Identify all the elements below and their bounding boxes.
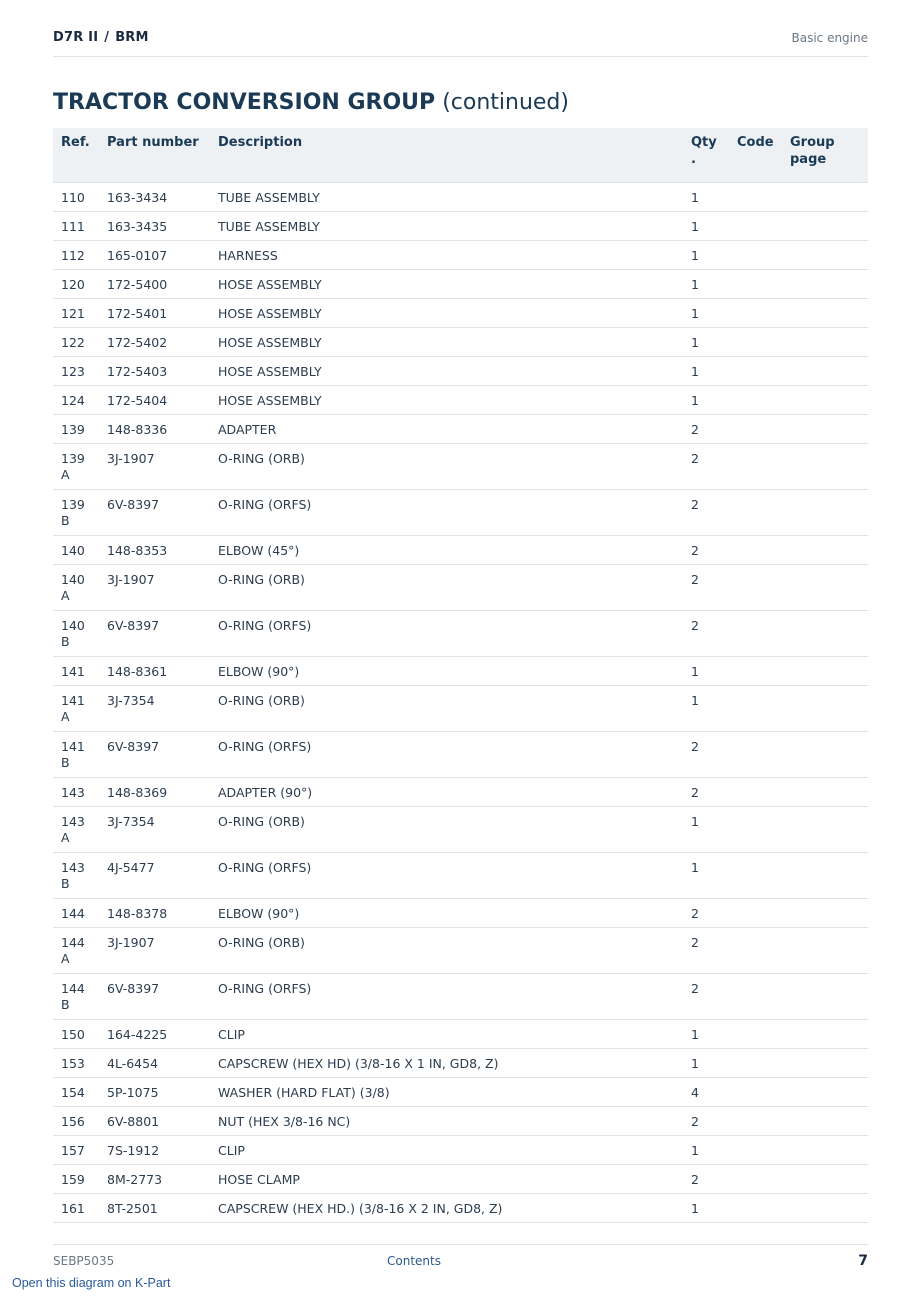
code-cell — [729, 1194, 782, 1223]
qty-cell: 1 — [683, 686, 729, 732]
qty-cell: 2 — [683, 415, 729, 444]
table-row — [53, 899, 868, 928]
column-header-group-page: Group page — [782, 128, 868, 183]
ref-cell: 139 A — [53, 444, 99, 490]
description-cell: TUBE ASSEMBLY — [210, 212, 683, 241]
table-row — [53, 536, 868, 565]
part-number-cell: 3J-7354 — [99, 686, 210, 732]
table-row — [53, 657, 868, 686]
part-number-cell: 3J-1907 — [99, 928, 210, 974]
group-page-cell — [782, 386, 868, 415]
ref-cell: 124 — [53, 386, 99, 415]
contents-link[interactable]: Contents — [387, 1254, 441, 1268]
qty-cell: 1 — [683, 328, 729, 357]
table-row — [53, 444, 868, 490]
description-cell: O-RING (ORB) — [210, 686, 683, 732]
ref-cell: 112 — [53, 241, 99, 270]
qty-cell: 2 — [683, 536, 729, 565]
description-cell: WASHER (HARD FLAT) (3/8) — [210, 1078, 683, 1107]
qty-cell: 1 — [683, 807, 729, 853]
parts-table-body — [53, 183, 868, 1223]
group-page-cell — [782, 183, 868, 212]
code-cell — [729, 444, 782, 490]
ref-cell: 154 — [53, 1078, 99, 1107]
description-cell: CLIP — [210, 1020, 683, 1049]
group-page-cell — [782, 1078, 868, 1107]
description-cell: HOSE ASSEMBLY — [210, 386, 683, 415]
code-cell — [729, 357, 782, 386]
table-row — [53, 212, 868, 241]
part-number-cell: 6V-8397 — [99, 974, 210, 1020]
table-row — [53, 1020, 868, 1049]
ref-cell: 110 — [53, 183, 99, 212]
code-cell — [729, 928, 782, 974]
ref-cell: 141 A — [53, 686, 99, 732]
part-number-cell: 6V-8801 — [99, 1107, 210, 1136]
table-row — [53, 415, 868, 444]
qty-cell: 2 — [683, 899, 729, 928]
table-row — [53, 1136, 868, 1165]
page-header — [53, 28, 868, 57]
code-cell — [729, 1049, 782, 1078]
description-cell: O-RING (ORFS) — [210, 853, 683, 899]
group-page-cell — [782, 270, 868, 299]
group-page-cell — [782, 657, 868, 686]
title-suffix: (continued) — [442, 90, 569, 115]
part-number-cell: 8T-2501 — [99, 1194, 210, 1223]
qty-cell: 2 — [683, 928, 729, 974]
code-cell — [729, 807, 782, 853]
group-page-cell — [782, 565, 868, 611]
qty-cell: 1 — [683, 299, 729, 328]
qty-cell: 2 — [683, 1165, 729, 1194]
description-cell: O-RING (ORFS) — [210, 611, 683, 657]
ref-cell: 143 — [53, 778, 99, 807]
part-number-cell: 7S-1912 — [99, 1136, 210, 1165]
qty-cell: 1 — [683, 212, 729, 241]
group-page-cell — [782, 1049, 868, 1078]
table-row — [53, 732, 868, 778]
part-number-cell: 6V-8397 — [99, 732, 210, 778]
code-cell — [729, 1136, 782, 1165]
code-cell — [729, 899, 782, 928]
group-page-cell — [782, 611, 868, 657]
code-cell — [729, 974, 782, 1020]
group-page-cell — [782, 357, 868, 386]
group-page-cell — [782, 1194, 868, 1223]
group-page-cell — [782, 1020, 868, 1049]
qty-cell: 2 — [683, 1107, 729, 1136]
ref-cell: 140 B — [53, 611, 99, 657]
description-cell: CAPSCREW (HEX HD) (3/8-16 X 1 IN, GD8, Z) — [210, 1049, 683, 1078]
qty-cell: 1 — [683, 241, 729, 270]
table-row — [53, 490, 868, 536]
table-row — [53, 686, 868, 732]
code-cell — [729, 212, 782, 241]
ref-cell: 120 — [53, 270, 99, 299]
table-row — [53, 565, 868, 611]
qty-cell: 1 — [683, 357, 729, 386]
part-number-cell: 148-8361 — [99, 657, 210, 686]
qty-cell: 1 — [683, 657, 729, 686]
ref-cell: 123 — [53, 357, 99, 386]
group-page-cell — [782, 928, 868, 974]
table-row — [53, 328, 868, 357]
group-page-cell — [782, 974, 868, 1020]
table-row — [53, 1194, 868, 1223]
description-cell: HOSE ASSEMBLY — [210, 270, 683, 299]
ref-cell: 144 — [53, 899, 99, 928]
ref-cell: 157 — [53, 1136, 99, 1165]
qty-cell: 1 — [683, 1194, 729, 1223]
code-cell — [729, 565, 782, 611]
description-cell: CAPSCREW (HEX HD.) (3/8-16 X 2 IN, GD8, Z) — [210, 1194, 683, 1223]
description-cell: O-RING (ORB) — [210, 807, 683, 853]
table-row — [53, 928, 868, 974]
table-row — [53, 778, 868, 807]
part-number-cell: 6V-8397 — [99, 611, 210, 657]
qty-cell: 2 — [683, 444, 729, 490]
group-page-cell — [782, 536, 868, 565]
description-cell: O-RING (ORB) — [210, 565, 683, 611]
table-row — [53, 611, 868, 657]
group-page-cell — [782, 686, 868, 732]
part-number-cell: 148-8353 — [99, 536, 210, 565]
part-number-cell: 148-8369 — [99, 778, 210, 807]
table-row — [53, 241, 868, 270]
ref-cell: 156 — [53, 1107, 99, 1136]
group-page-cell — [782, 1136, 868, 1165]
model-label: D7R II — [53, 30, 99, 45]
description-cell: CLIP — [210, 1136, 683, 1165]
part-number-cell: 172-5403 — [99, 357, 210, 386]
code-cell — [729, 270, 782, 299]
code-cell — [729, 183, 782, 212]
ref-cell: 121 — [53, 299, 99, 328]
group-page-cell — [782, 212, 868, 241]
group-page-cell — [782, 778, 868, 807]
table-row — [53, 1165, 868, 1194]
part-number-cell: 172-5402 — [99, 328, 210, 357]
page-title — [53, 90, 569, 115]
table-row — [53, 386, 868, 415]
table-row — [53, 299, 868, 328]
qty-cell: 2 — [683, 732, 729, 778]
part-number-cell: 4L-6454 — [99, 1049, 210, 1078]
table-row — [53, 183, 868, 212]
code-label: BRM — [115, 30, 149, 45]
breadcrumb-separator: / — [104, 30, 110, 45]
table-row — [53, 1107, 868, 1136]
ref-cell: 122 — [53, 328, 99, 357]
code-cell — [729, 1165, 782, 1194]
table-row — [53, 807, 868, 853]
description-cell: ADAPTER — [210, 415, 683, 444]
code-cell — [729, 536, 782, 565]
qty-cell: 2 — [683, 974, 729, 1020]
qty-cell: 1 — [683, 270, 729, 299]
qty-cell: 2 — [683, 611, 729, 657]
code-cell — [729, 657, 782, 686]
code-cell — [729, 490, 782, 536]
part-number-cell: 148-8378 — [99, 899, 210, 928]
document-id: SEBP5035 — [53, 1254, 115, 1268]
group-page-cell — [782, 241, 868, 270]
part-number-cell: 3J-7354 — [99, 807, 210, 853]
description-cell: ELBOW (90°) — [210, 899, 683, 928]
description-cell: ADAPTER (90°) — [210, 778, 683, 807]
ref-cell: 159 — [53, 1165, 99, 1194]
ref-cell: 144 B — [53, 974, 99, 1020]
description-cell: HOSE ASSEMBLY — [210, 328, 683, 357]
group-page-cell — [782, 1107, 868, 1136]
qty-cell: 2 — [683, 565, 729, 611]
group-page-cell — [782, 328, 868, 357]
ref-cell: 111 — [53, 212, 99, 241]
table-row — [53, 1078, 868, 1107]
group-page-cell — [782, 415, 868, 444]
title-main: TRACTOR CONVERSION GROUP — [53, 90, 436, 115]
ref-cell: 144 A — [53, 928, 99, 974]
ref-cell: 139 — [53, 415, 99, 444]
qty-cell: 1 — [683, 183, 729, 212]
description-cell: O-RING (ORFS) — [210, 490, 683, 536]
qty-cell: 2 — [683, 778, 729, 807]
part-number-cell: 5P-1075 — [99, 1078, 210, 1107]
table-row — [53, 1049, 868, 1078]
code-cell — [729, 299, 782, 328]
part-number-cell: 163-3434 — [99, 183, 210, 212]
column-header-qty: Qty . — [683, 128, 729, 183]
code-cell — [729, 686, 782, 732]
ref-cell: 140 A — [53, 565, 99, 611]
kpart-link[interactable]: Open this diagram on K-Part — [12, 1276, 171, 1290]
group-page-cell — [782, 853, 868, 899]
group-page-cell — [782, 807, 868, 853]
table-row — [53, 974, 868, 1020]
part-number-cell: 163-3435 — [99, 212, 210, 241]
column-header-ref: Ref. — [53, 128, 99, 183]
code-cell — [729, 611, 782, 657]
qty-cell: 1 — [683, 1136, 729, 1165]
description-cell: TUBE ASSEMBLY — [210, 183, 683, 212]
part-number-cell: 4J-5477 — [99, 853, 210, 899]
description-cell: HOSE ASSEMBLY — [210, 299, 683, 328]
code-cell — [729, 1020, 782, 1049]
part-number-cell: 8M-2773 — [99, 1165, 210, 1194]
part-number-cell: 148-8336 — [99, 415, 210, 444]
table-row — [53, 853, 868, 899]
code-cell — [729, 1107, 782, 1136]
part-number-cell: 165-0107 — [99, 241, 210, 270]
description-cell: O-RING (ORFS) — [210, 732, 683, 778]
column-header-description: Description — [210, 128, 683, 183]
group-page-cell — [782, 732, 868, 778]
ref-cell: 141 B — [53, 732, 99, 778]
group-page-cell — [782, 490, 868, 536]
ref-cell: 140 — [53, 536, 99, 565]
code-cell — [729, 853, 782, 899]
table-row — [53, 270, 868, 299]
ref-cell: 150 — [53, 1020, 99, 1049]
ref-cell: 139 B — [53, 490, 99, 536]
code-cell — [729, 386, 782, 415]
description-cell: O-RING (ORB) — [210, 444, 683, 490]
column-header-code: Code — [729, 128, 782, 183]
table-header-row — [53, 128, 868, 183]
code-cell — [729, 328, 782, 357]
section-label: Basic engine — [791, 31, 868, 45]
part-number-cell: 172-5400 — [99, 270, 210, 299]
qty-cell: 1 — [683, 386, 729, 415]
column-header-part-number: Part number — [99, 128, 210, 183]
description-cell: HOSE ASSEMBLY — [210, 357, 683, 386]
qty-cell: 1 — [683, 1049, 729, 1078]
ref-cell: 161 — [53, 1194, 99, 1223]
code-cell — [729, 241, 782, 270]
description-cell: HARNESS — [210, 241, 683, 270]
qty-cell: 1 — [683, 853, 729, 899]
description-cell: ELBOW (90°) — [210, 657, 683, 686]
table-row — [53, 357, 868, 386]
ref-cell: 141 — [53, 657, 99, 686]
code-cell — [729, 732, 782, 778]
part-number-cell: 3J-1907 — [99, 444, 210, 490]
ref-cell: 143 A — [53, 807, 99, 853]
part-number-cell: 172-5404 — [99, 386, 210, 415]
description-cell: O-RING (ORFS) — [210, 974, 683, 1020]
ref-cell: 143 B — [53, 853, 99, 899]
group-page-cell — [782, 444, 868, 490]
code-cell — [729, 778, 782, 807]
code-cell — [729, 415, 782, 444]
breadcrumb — [53, 30, 149, 45]
part-number-cell: 164-4225 — [99, 1020, 210, 1049]
part-number-cell: 3J-1907 — [99, 565, 210, 611]
description-cell: HOSE CLAMP — [210, 1165, 683, 1194]
description-cell: NUT (HEX 3/8-16 NC) — [210, 1107, 683, 1136]
parts-table — [53, 128, 868, 1223]
group-page-cell — [782, 299, 868, 328]
part-number-cell: 6V-8397 — [99, 490, 210, 536]
group-page-cell — [782, 899, 868, 928]
description-cell: ELBOW (45°) — [210, 536, 683, 565]
part-number-cell: 172-5401 — [99, 299, 210, 328]
qty-cell: 4 — [683, 1078, 729, 1107]
code-cell — [729, 1078, 782, 1107]
description-cell: O-RING (ORB) — [210, 928, 683, 974]
ref-cell: 153 — [53, 1049, 99, 1078]
page-footer — [53, 1244, 868, 1275]
page-number: 7 — [858, 1253, 868, 1269]
qty-cell: 2 — [683, 490, 729, 536]
qty-cell: 1 — [683, 1020, 729, 1049]
group-page-cell — [782, 1165, 868, 1194]
